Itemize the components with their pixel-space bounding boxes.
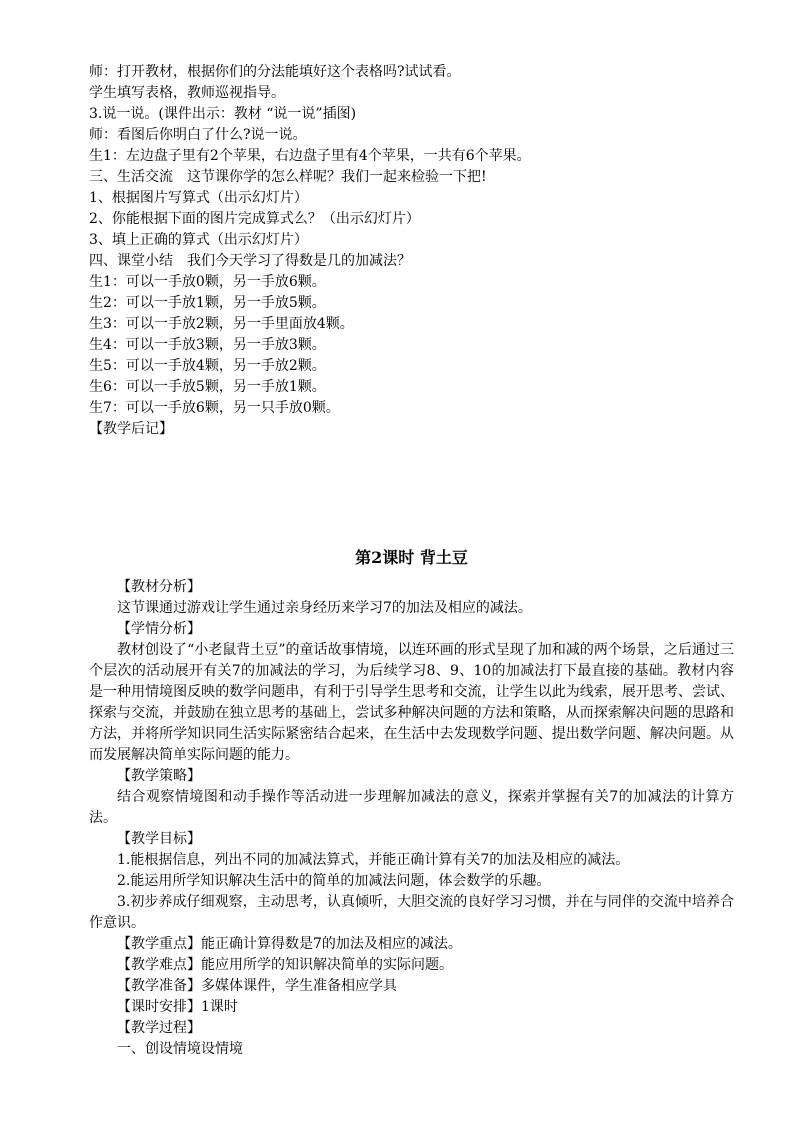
document-content	[89, 62, 734, 1060]
section-heading: 【教学目标】	[117, 831, 201, 847]
paragraph: 这节课通过游戏让学生通过亲身经历来学习7的加法及相应的减法。	[117, 600, 532, 616]
text-line: 2、你能根据下面的图片完成算式么？（出示幻灯片）	[89, 211, 420, 227]
section-heading: 【学情分析】	[117, 621, 201, 637]
text-line: 生5：可以一手放4颗，另一手放2颗。	[89, 358, 326, 374]
paragraph: 2.能运用所学知识解决生活中的简单的加减法问题，体会数学的乐趣。	[117, 873, 551, 889]
paragraph: 【教学难点】能应用所学的知识解决简单的实际问题。	[117, 957, 453, 973]
text-line: 生3：可以一手放2颗，另一手里面放4颗。	[89, 316, 354, 332]
text-line: 三、生活交流 这节课你学的怎么样呢？我们一起来检验一下把!	[89, 169, 487, 185]
lesson-2-body	[89, 577, 734, 1060]
paragraph: 结合观察情境图和动手操作等活动进一步理解加减法的意义，探索并掌握有关7的加减法的计算方法。	[89, 789, 734, 826]
paragraph: 3.初步养成仔细观察，主动思考，认真倾听，大胆交流的良好学习习惯，并在与同伴的交流中培养合作意识。	[89, 894, 734, 931]
section-heading: 【教学策略】	[117, 768, 201, 784]
text-line: 生1：可以一手放0颗，另一手放6颗。	[89, 274, 326, 290]
lesson-1-continuation	[89, 62, 734, 440]
text-line: 学生填写表格，教师巡视指导。	[89, 85, 285, 101]
paragraph: 一、创设情境设情境	[117, 1041, 243, 1057]
text-line: 师：看图后你明白了什么?说一说。	[89, 127, 307, 143]
text-line: 师：打开教材，根据你们的分法能填好这个表格吗?试试看。	[89, 64, 461, 80]
text-line: 1、根据图片写算式（出示幻灯片）	[89, 190, 308, 206]
text-line: 3.说一说。(课件出示：教材 “说一说”插图)	[89, 106, 357, 122]
paragraph: 【课时安排】1课时	[117, 999, 238, 1015]
paragraph: 1.能根据信息，列出不同的加减法算式，并能正确计算有关7的加法及相应的减法。	[117, 852, 630, 868]
section-heading: 【教学过程】	[117, 1020, 201, 1036]
text-line: 【教学后记】	[89, 421, 173, 437]
text-line: 生1：左边盘子里有2个苹果，右边盘子里有4个苹果，一共有6个苹果。	[89, 148, 531, 164]
text-line: 生7：可以一手放6颗，另一只手放0颗。	[89, 400, 340, 416]
text-line: 生2：可以一手放1颗，另一手放5颗。	[89, 295, 326, 311]
text-line: 3、填上正确的算式（出示幻灯片）	[89, 232, 308, 248]
lesson-title: 第2课时 背土豆	[355, 548, 468, 567]
text-line: 生6：可以一手放5颗，另一手放1颗。	[89, 379, 326, 395]
paragraph: 教材创设了“小老鼠背土豆”的童话故事情境，以连环画的形式呈现了加和减的两个场景，之后通过三个层次的活动展开有关7的加减法的学习，为后续学习8、9、10的加减法打下最直接的基础。教材内容是一种用情境图反映的数学问题串，有利于引导学生思考和交流，让学生以此为线索，展开思考、尝试、探索与交流，并鼓励在独立思考的基础上，尝试多种解决问题的方法和策略，从而探索解决问题的思路和方法，并将所学知识同生活实际紧密结合起来，在生活中去发现数学问题、提出数学问题、解决问题。从而发展解决简单实际问题的能力。	[89, 642, 734, 763]
blank-space	[89, 440, 734, 546]
paragraph: 【教学准备】多媒体课件，学生准备相应学具	[117, 978, 397, 994]
paragraph: 【教学重点】能正确计算得数是7的加法及相应的减法。	[117, 936, 462, 952]
section-heading: 【教材分析】	[117, 579, 201, 595]
text-line: 四、课堂小结 我们今天学习了得数是几的加减法？	[89, 253, 411, 269]
text-line: 生4：可以一手放3颗，另一手放3颗。	[89, 337, 326, 353]
